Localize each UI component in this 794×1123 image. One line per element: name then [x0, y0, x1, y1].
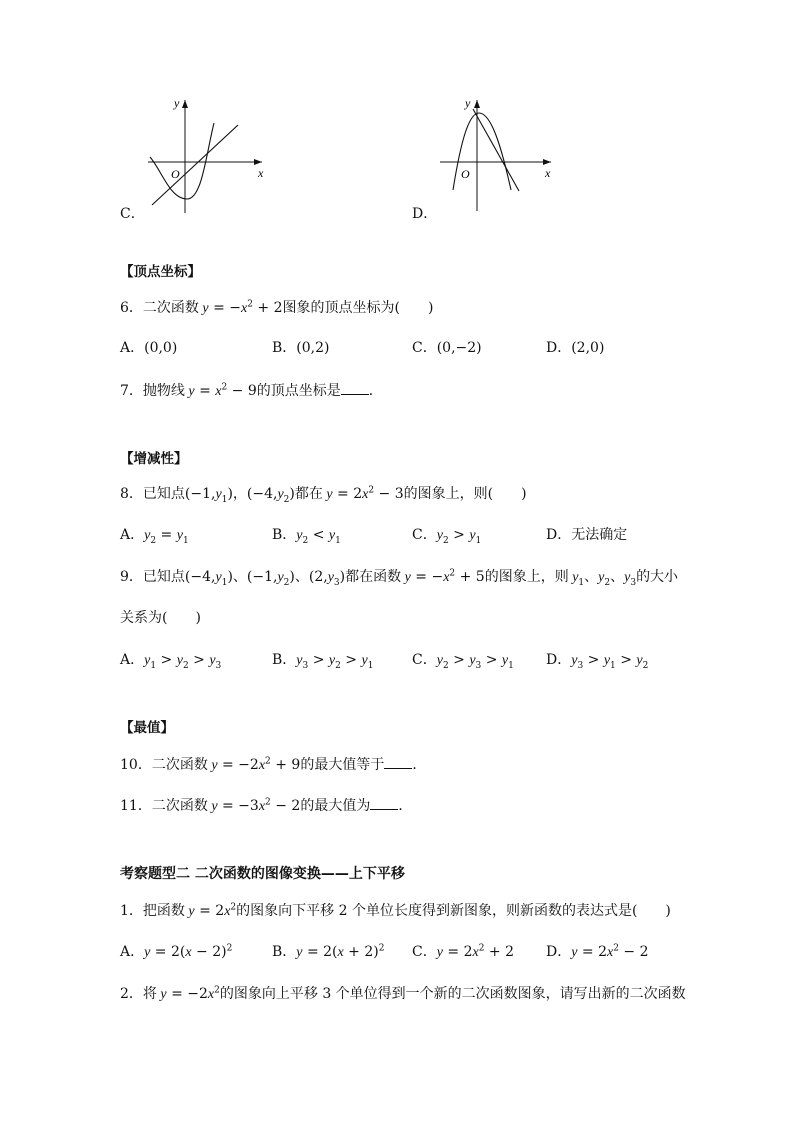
answer-blank	[384, 756, 412, 769]
graph-c	[140, 95, 270, 215]
t1-option-a: A．$y = 2(x - 2)^2$	[120, 943, 233, 960]
type2-question-1: 1．把函数 $y = 2x^2$的图象向下平移 2 个单位长度得到新图象，则新函数的表达式是( )	[120, 902, 671, 919]
question-9: 9．已知点$(-4,y_1)$、$(-1,y_2)$、$(2,y_3)$都在函数 $y = -x^2 + 5$的图象上，则 $y_1$、$y_2$、$y_3$的大小	[120, 568, 679, 588]
graph-c-y-label: y	[174, 96, 180, 110]
t1-option-c: C．$y = 2x^2 + 2$	[412, 943, 514, 960]
question-8: 8．已知点$(-1,y_1)$，$(-4,y_2)$都在 $y = 2x^2 - 3$的图象上，则( )	[120, 485, 527, 505]
graph-d-plot	[435, 95, 560, 215]
question-7: 7．抛物线 $y = x^2 - 9$的顶点坐标是 ．	[120, 382, 383, 399]
q8-option-c: C．$y_2 > y_1$	[412, 527, 482, 546]
section-vertex: 【顶点坐标】	[120, 264, 201, 280]
question-9-line2: 关系为( )	[120, 610, 201, 626]
t1-option-d: D．$y = 2x^2 - 2$	[546, 943, 649, 960]
q6-formula: y	[198, 301, 209, 316]
answer-blank	[370, 797, 398, 810]
graph-d	[435, 95, 560, 215]
question-11: 11．二次函数 $y = -3x^2 - 2$的最大值为 ．	[120, 797, 413, 814]
q9-option-c: C．$y_2 > y_3 > y_1$	[412, 652, 514, 671]
q8-option-b: B．$y_2 < y_1$	[272, 527, 341, 546]
section-extreme: 【最值】	[120, 720, 174, 736]
q6-option-c: C．(0,−2)	[412, 340, 482, 356]
q9-option-b: B．$y_3 > y_2 > y_1$	[272, 652, 374, 671]
q9-option-a: A．$y_1 > y_2 > y_3$	[120, 652, 222, 671]
q9-option-d: D．$y_3 > y_1 > y_2$	[546, 652, 649, 671]
q6-option-a: A．(0,0)	[120, 340, 178, 356]
q6-option-d: D．(2,0)	[546, 340, 605, 356]
graph-d-origin-label: O	[461, 167, 470, 181]
t1-option-b: B．$y = 2(x + 2)^2$	[272, 943, 385, 960]
graph-c-origin-label: O	[171, 167, 180, 181]
question-10: 10．二次函数 $y = -2x^2 + 9$的最大值等于 ．	[120, 756, 427, 773]
section-type-two: 考察题型二 二次函数的图像变换——上下平移	[120, 866, 405, 882]
graph-d-y-label: y	[465, 96, 471, 110]
graph-c-label: C．	[120, 206, 145, 222]
section-monotonic: 【增减性】	[120, 451, 188, 467]
question-6: 6．二次函数 $y = -x^2 + 2$图象的顶点坐标为( )	[120, 299, 434, 316]
q6-option-b: B．(0,2)	[272, 340, 330, 356]
answer-blank	[341, 382, 369, 395]
graph-d-x-label: x	[545, 166, 551, 180]
q8-option-d: D．无法确定	[546, 527, 628, 543]
type2-question-2: 2．将 $y = -2x^2$的图象向上平移 3 个单位得到一个新的二次函数图象，请写出新的二次函数	[120, 985, 686, 1002]
graph-c-plot	[140, 95, 270, 215]
graph-c-x-label: x	[258, 166, 264, 180]
q8-option-a: A．$y_2 = y_1$	[120, 527, 189, 546]
graph-d-label: D．	[412, 206, 438, 222]
